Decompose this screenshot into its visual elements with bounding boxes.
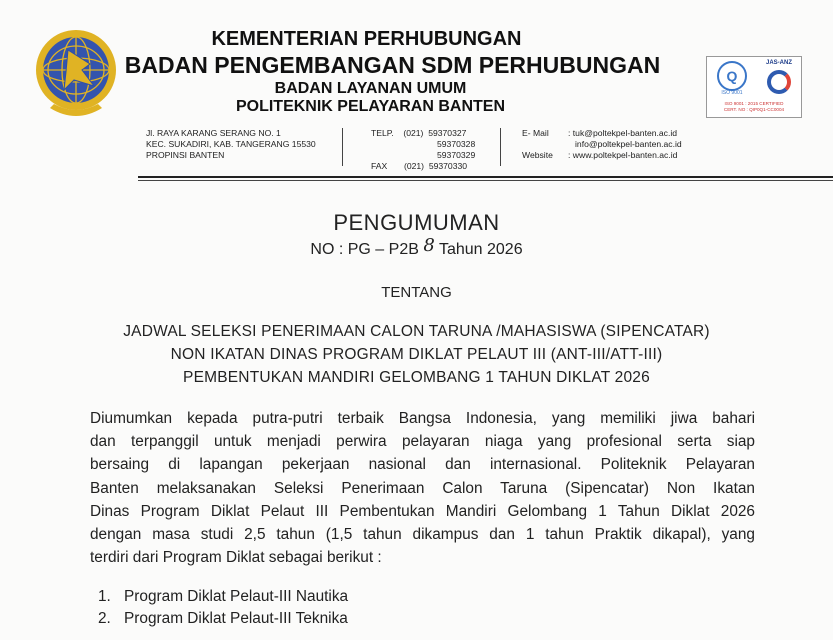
phone-block (371, 128, 481, 172)
jas-anz-icon (767, 70, 791, 94)
body-line: dengan masa studi 2,5 tahun (1,5 tahun dikampus dan 1 tahun Praktik dikapal), yang (90, 526, 755, 544)
telp-number: 59370328 (437, 139, 476, 149)
institution-name: POLITEKNIK PELAYARAN BANTEN (235, 98, 506, 115)
divider (500, 128, 501, 166)
body-line: Dinas Program Diklat Pelaut III Pembentukan Mandiri Gelombang 1 Tahun Diklat 2026 (90, 502, 755, 520)
divider (342, 128, 343, 166)
fax-code: (021) (403, 161, 425, 171)
website-label: Website (522, 150, 553, 160)
body-line: Diumumkan kepada putra-putri terbaik Bangsa Indonesia, yang memiliki jiwa bahari (90, 410, 755, 427)
website-link[interactable]: : www.poltekpel-banten.ac.id (568, 150, 678, 160)
fax-number: 59370330 (428, 161, 468, 171)
announcement-body (90, 407, 755, 569)
email-link[interactable]: info@poltekpel-banten.ac.id (575, 139, 682, 149)
ministry-name: KEMENTERIAN PERHUBUNGAN (211, 28, 522, 50)
email-block (522, 128, 702, 161)
address-line: Jl. RAYA KARANG SERANG NO. 1 (146, 128, 281, 138)
subject-line: JADWAL SELEKSI PENERIMAAN CALON TARUNA /MAHASISWA (SIPENCATAR) (123, 323, 710, 340)
header-rule (138, 180, 833, 181)
body-line: dan terpanggil untuk menjadi perwira pelayaran niaga yang profesional serta siap (90, 433, 755, 451)
list-label: Program Diklat Pelaut-III Teknika (124, 610, 348, 627)
cert-text (709, 101, 799, 113)
announcement-title: PENGUMUMAN (333, 210, 500, 235)
address-block (146, 128, 316, 161)
number-prefix: NO : PG – P2B (310, 241, 419, 258)
list-label: Program Diklat Pelaut-III Nautika (124, 588, 349, 605)
number-suffix: Tahun 2026 (438, 241, 523, 258)
fax-label: FAX (371, 161, 388, 171)
address-line: KEC. SUKADIRI, KAB. TANGERANG 15530 (146, 139, 316, 149)
subject-line: PEMBENTUKAN MANDIRI GELOMBANG 1 TAHUN DIKLAT 2026 (183, 369, 650, 386)
header-rule (138, 176, 833, 178)
unit-name: BADAN LAYANAN UMUM (274, 80, 467, 97)
telp-label: TELP. (371, 128, 394, 138)
cert-line: CERT. NO : QIP0Q1-CC0004 (723, 107, 785, 112)
qualification-icon: Q (717, 61, 747, 91)
about-label: TENTANG (381, 284, 452, 301)
handwritten-number: 8 (423, 235, 435, 256)
telp-number: 59370329 (437, 150, 476, 160)
list-item (98, 610, 348, 628)
cert-line: ISO 9001 : 2015 CERTIFIED (724, 101, 784, 106)
announcement-number (0, 235, 833, 259)
agency-name: BADAN PENGEMBANGAN SDM PERHUBUNGAN (124, 52, 661, 78)
cert-top-right: JAS-ANZ (765, 60, 792, 66)
address-line: PROPINSI BANTEN (146, 150, 225, 160)
body-line: bersaing di lapangan pekerjaan nasional dan internasional. Politeknik Pelayaran (90, 456, 755, 474)
telp-code: (021) (403, 128, 424, 138)
list-number: 1. (98, 588, 111, 605)
body-line: terdiri dari Program Diklat sebagai berikut : (90, 549, 382, 567)
email-label: E- Mail (522, 128, 549, 138)
list-item (98, 588, 348, 606)
telp-number: 59370327 (428, 128, 467, 138)
list-number: 2. (98, 610, 111, 627)
body-line: Banten melaksanakan Seleksi Penerimaan Calon Taruna (Sipencatar) Non Ikatan (90, 479, 755, 497)
iso-certification-badge (706, 56, 802, 118)
cert-top-left: ISO 9001 (721, 90, 743, 96)
email-link[interactable]: : tuk@poltekpel-banten.ac.id (568, 128, 678, 138)
subject-line: NON IKATAN DINAS PROGRAM DIKLAT PELAUT III (ANT-III/ATT-III) (170, 346, 663, 363)
